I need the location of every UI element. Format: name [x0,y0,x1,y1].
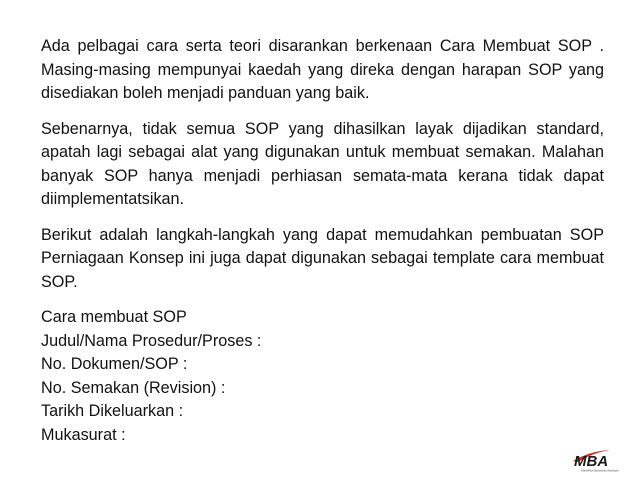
template-list-heading: Cara membuat SOP [41,308,187,326]
sop-template-list [41,306,604,447]
paragraph-reality: Sebenarnya, tidak semua SOP yang dihasilkan layak dijadikan standard, apatah lagi sebagai alat yang digunakan untuk membuat semakan. Malahan banyak SOP hanya menjadi perhiasan semata-mata kerana tidak dapat diimplementatsikan. [41,119,604,208]
template-field-title: Judul/Nama Prosedur/Proses : [41,331,262,350]
template-field-revision: No. Semakan (Revision) : [41,378,226,397]
template-field-page: Mukasurat : [41,425,126,444]
document-body [41,35,604,447]
template-field-document-no: No. Dokumen/SOP : [41,355,188,373]
paragraph-steps: Berikut adalah langkah-langkah yang dapat memudahkan pembuatan SOP Perniagaan Konsep ini juga dapat digunakan sebagai template cara membuat SOP. [41,225,604,291]
mba-logo [570,447,630,473]
paragraph-intro: Ada pelbagai cara serta teori disarankan berkenaan Cara Membuat SOP . Masing-masing mempunyai kaedah yang direka dengan harapan SOP yang disediakan boleh menjadi panduan yang baik. [41,37,604,102]
template-field-issue-date: Tarikh Dikeluarkan : [41,402,184,420]
logo-tagline: MindPlus Business Advisors [581,468,619,473]
logo-text: MBA [574,453,609,470]
